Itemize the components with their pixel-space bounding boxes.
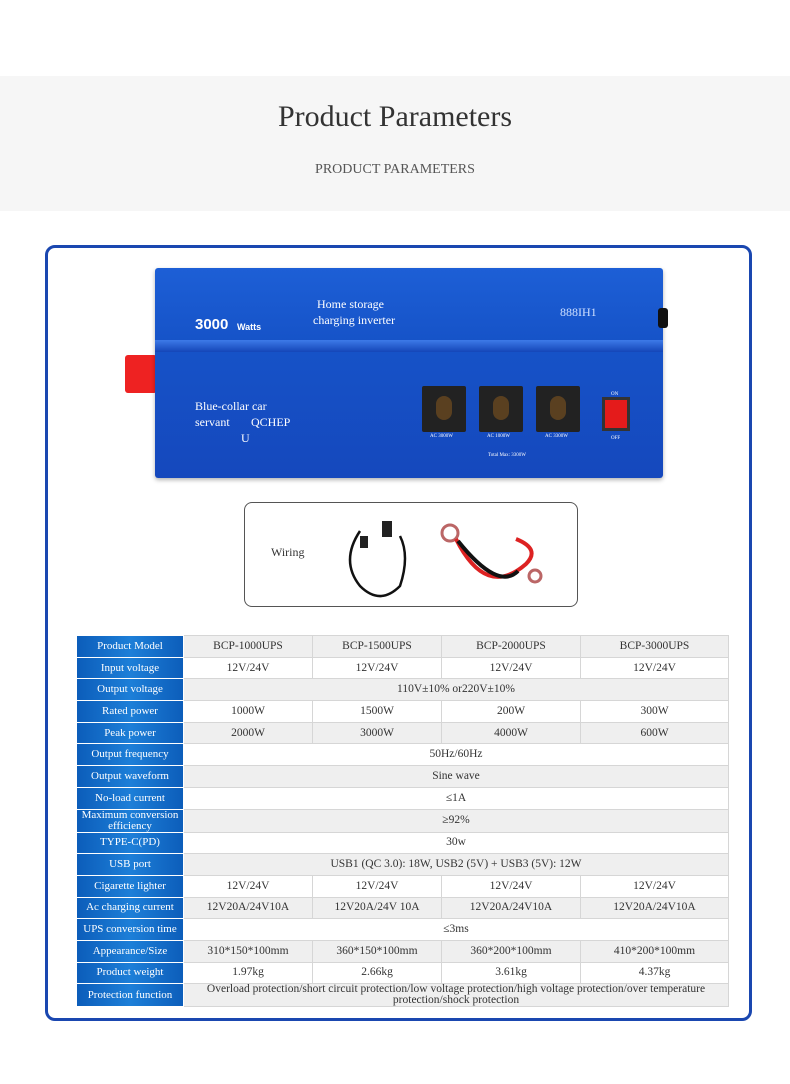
header-band [0,76,790,211]
inverter-ridge [155,340,663,352]
page-title: Product Parameters [277,100,513,133]
cell-value: 12V/24V [184,875,313,897]
cell-value: 600W [581,722,729,744]
table-row [77,854,729,876]
row-label: Protection function [77,984,184,1007]
table-row [77,875,729,897]
switch-on-label: ON [611,392,619,397]
table-row [77,832,729,854]
cell-value: 2.66kg [313,962,442,984]
brand-overlay: QCHEP [251,415,291,429]
table-row [77,787,729,809]
brand-line-1: Blue-collar car [195,399,267,413]
wiring-label: Wiring [271,545,305,559]
row-value: ≥92% [184,809,729,832]
row-label: Peak power [77,722,184,744]
cell-value: 300W [581,701,729,723]
table-row [77,897,729,919]
wiring-box [244,502,578,607]
cell-value: 12V/24V [313,875,442,897]
row-value: ≤1A [184,787,729,809]
switch-off-label: OFF [611,436,621,441]
brand-line-2: servant [195,415,230,429]
table-row [77,722,729,744]
table-row [77,657,729,679]
row-value: ≤3ms [184,919,729,941]
table-row [77,744,729,766]
table-row [77,636,729,658]
cell-value: 4.37kg [581,962,729,984]
knob [658,308,668,328]
power-switch [602,397,630,431]
row-label: Output waveform [77,766,184,788]
cell-value: 360*150*100mm [313,940,442,962]
cell-value: 360*200*100mm [442,940,581,962]
cell-value: 12V/24V [313,657,442,679]
cell-value: 3000W [313,722,442,744]
table-row [77,679,729,701]
table-row [77,984,729,1007]
table-row [77,940,729,962]
cell-value: 1000W [184,701,313,723]
cell-value: 1.97kg [184,962,313,984]
inverter-name-2: charging inverter [313,313,396,327]
cell-value: 4000W [442,722,581,744]
row-value: 50Hz/60Hz [184,744,729,766]
row-label: Input voltage [77,657,184,679]
cell-value: 12V20A/24V10A [581,897,729,919]
row-value: 110V±10% or220V±10% [184,679,729,701]
cell-value: BCP-1500UPS [313,636,442,658]
cell-value: BCP-1000UPS [184,636,313,658]
table-row [77,962,729,984]
cell-value: 410*200*100mm [581,940,729,962]
cell-value: 1500W [313,701,442,723]
row-value: Sine wave [184,766,729,788]
ac-socket [536,386,580,432]
table-row [77,809,729,832]
total-label: Total Max: 3300W [488,453,526,458]
cell-value: 12V/24V [442,875,581,897]
row-value: Overload protection/short circuit protection/low voltage protection/high voltage protection/over temperature protection/shock protection [184,984,729,1007]
table-row [77,701,729,723]
inverter-image [155,268,663,478]
parameters-table [76,635,729,1007]
row-label: UPS conversion time [77,919,184,941]
cables-icon [340,511,580,601]
row-value: 30w [184,832,729,854]
row-label: Cigarette lighter [77,875,184,897]
cell-value: 12V/24V [184,657,313,679]
row-label: Ac charging current [77,897,184,919]
row-label: Output voltage [77,679,184,701]
ac-socket [422,386,466,432]
row-label: No-load current [77,787,184,809]
row-label: USB port [77,854,184,876]
table-row [77,919,729,941]
row-label: Rated power [77,701,184,723]
socket-label: AC 3300W [545,434,568,439]
cell-value: 12V20A/24V10A [442,897,581,919]
cell-value: 12V20A/24V10A [184,897,313,919]
cell-value: 12V/24V [581,657,729,679]
row-value: USB1 (QC 3.0): 18W, USB2 (5V) + USB3 (5V): 12W [184,854,729,876]
inverter-power-unit: Watts [237,322,262,332]
row-label: Product weight [77,962,184,984]
cell-value: 310*150*100mm [184,940,313,962]
inverter-power: 3000 [195,316,229,333]
cell-value: 2000W [184,722,313,744]
cell-value: BCP-3000UPS [581,636,729,658]
cell-value: 200W [442,701,581,723]
page-subtitle: PRODUCT PARAMETERS [315,162,475,177]
battery-clip [125,355,157,393]
inverter-display: 888IH1 [560,305,597,319]
row-label: Maximum conversion efficiency [77,809,184,832]
cell-value: BCP-2000UPS [442,636,581,658]
row-label: Product Model [77,636,184,658]
socket-label: AC 1000W [487,434,510,439]
row-label: TYPE-C(PD) [77,832,184,854]
ac-socket [479,386,523,432]
socket-label: AC 3000W [430,434,453,439]
row-label: Appearance/Size [77,940,184,962]
cell-value: 3.61kg [442,962,581,984]
table-row [77,766,729,788]
cell-value: 12V/24V [442,657,581,679]
row-label: Output frequency [77,744,184,766]
brand-overlay-2: U [241,431,250,445]
cell-value: 12V20A/24V 10A [313,897,442,919]
inverter-name-1: Home storage [317,297,384,311]
cell-value: 12V/24V [581,875,729,897]
